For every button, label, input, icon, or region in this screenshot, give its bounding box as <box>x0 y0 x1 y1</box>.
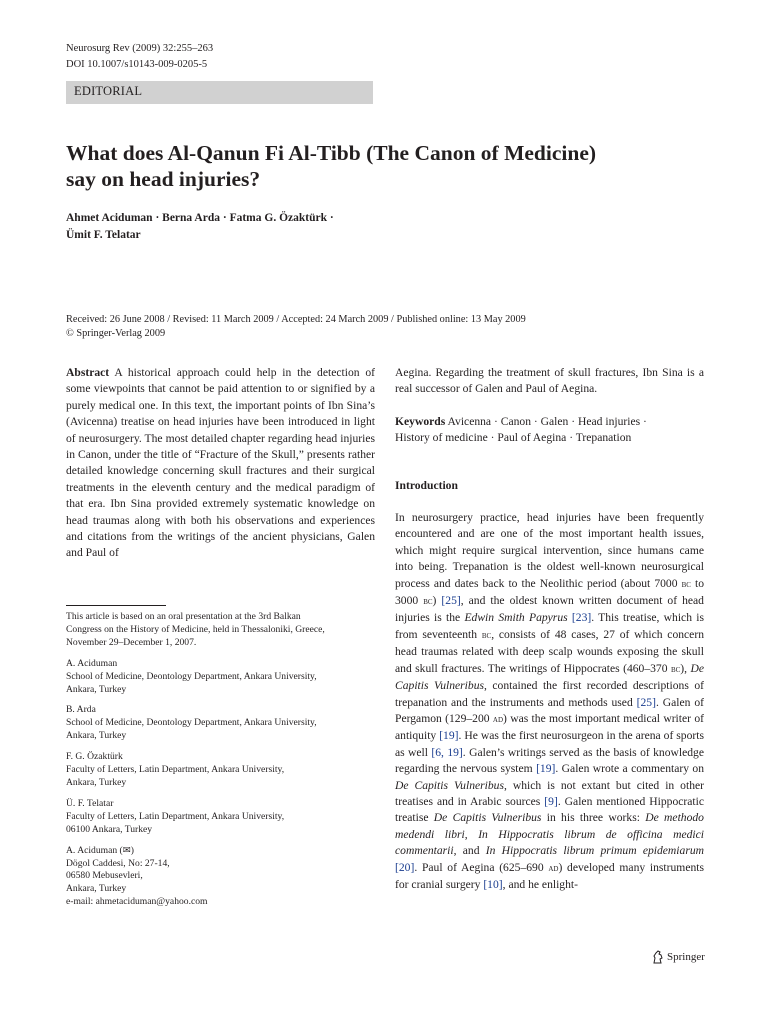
text-run: , and <box>453 844 486 858</box>
affiliation-line: Faculty of Letters, Latin Department, Ankara University, <box>66 764 285 776</box>
text-run: to 3000 <box>395 576 705 608</box>
affiliation-line: Ankara, Turkey <box>66 776 127 788</box>
text-run: . He was the first neurosurgeon in the arena of sports as well <box>395 729 704 759</box>
publisher-logo <box>652 950 705 964</box>
springer-horse-icon <box>652 950 664 964</box>
section-bar <box>66 81 373 104</box>
italic-title: Edwin Smith Papyrus <box>464 611 568 625</box>
affiliation-name: A. Aciduman <box>66 657 118 669</box>
era-label: bc <box>481 629 492 641</box>
affiliation-name: Ü. F. Telatar <box>66 797 114 809</box>
affiliation-aciduman <box>66 658 376 697</box>
note-line: Congress on the History of Medicine, held in Thessaloniki, Greece, <box>66 623 325 635</box>
author-list <box>66 210 706 244</box>
affiliation-name: F. G. Özaktürk <box>66 751 123 763</box>
address-line: 06580 Mebusevleri, <box>66 870 143 882</box>
text-run: in his three works: <box>541 811 646 825</box>
email-link[interactable]: e-mail: ahmetaciduman@yahoo.com <box>66 896 208 908</box>
italic-title: In Hippocratis librum primum epidemiarum <box>485 844 704 858</box>
affiliation-line: Faculty of Letters, Latin Department, Ankara University, <box>66 810 285 822</box>
text-run: ), <box>680 661 691 675</box>
history-dates: Received: 26 June 2008 / Revised: 11 March 2009 / Accepted: 24 March 2009 / Published online: 13 May 2009 <box>66 314 526 325</box>
affiliation-telatar <box>66 798 376 837</box>
citation-link[interactable]: [19] <box>536 762 556 776</box>
title-line-2: say on head injuries? <box>66 167 261 191</box>
address-line: Dögol Caddesi, No: 27-14, <box>66 857 170 869</box>
affiliation-ozakturk <box>66 751 376 790</box>
italic-title: In Hippocratis librum de officina medici commentarii <box>395 827 704 858</box>
abstract-label: Abstract <box>66 366 110 379</box>
citation-link[interactable]: [10] <box>483 877 503 891</box>
text-run: , consists of 48 cases, 27 of which concern head traumas related with deep scalp wounds exposing the skull and skull fractures. The writings of Hippocrates (460–370 <box>395 627 704 675</box>
abstract-paragraph <box>66 365 375 562</box>
text-run: , and the oldest known written document of head injuries is the <box>395 594 704 625</box>
text-run: ) developed many instruments for cranial surgery <box>395 860 704 891</box>
keywords-line-1: Avicenna · Canon · Galen · Head injuries · <box>447 414 647 428</box>
introduction-paragraph <box>395 510 704 893</box>
section-label: EDITORIAL <box>74 84 143 98</box>
text-run: . Galen of Pergamon (129–200 <box>395 695 704 725</box>
publisher-name: Springer <box>667 951 705 963</box>
text-run: , contained the first recorded descriptions of trepanation and the instruments and methods used <box>395 679 704 709</box>
abstract-continuation: Aegina. Regarding the treatment of skull fractures, Ibn Sina is a real successor of Galen and Paul of Aegina. <box>395 366 704 396</box>
text-run: . This treatise, which is from seventeenth <box>395 611 704 641</box>
text-run: , and he enlight- <box>502 877 578 891</box>
right-column <box>395 365 704 893</box>
text-run: . Paul of Aegina (625–690 <box>414 860 549 874</box>
authors-line-1: Ahmet Aciduman · Berna Arda · Fatma G. Özaktürk · <box>66 212 334 224</box>
article-history <box>66 313 706 341</box>
text-run: ) was the most important medical writer of antiquity <box>395 711 704 743</box>
abstract-text: A historical approach could help in the detection of some viewpoints that cannot be paid attention to or signified by a purely medical one. In this text, the important points of Ibn Sina’s (Avicenna) treatise on head injuries have been introduced in light of neurosurgery. The most detailed chapter regarding head injuries in Canon, under the title of “Fracture of the Skull,” presents rather detailed knowledge concerning skull fractures and their surgical treatments in the eleventh century and the medical paradigm of that era. Ibn Sina provided extremely systematic knowledge on head traumas along with both his observations and experiences and citations from the writings of the ancient physicians, Galen and Paul of <box>66 366 375 560</box>
keywords <box>395 414 704 447</box>
affiliation-name: B. Arda <box>66 704 96 716</box>
affiliation-line: Ankara, Turkey <box>66 730 127 742</box>
citation-link[interactable]: [6, 19] <box>431 745 463 759</box>
affiliation-line: School of Medicine, Deontology Department, Ankara University, <box>66 670 317 682</box>
italic-title: De Capitis Vulneribus <box>395 661 704 693</box>
affiliation-line: Ankara, Turkey <box>66 683 127 695</box>
affiliation-line: School of Medicine, Deontology Department, Ankara University, <box>66 717 317 729</box>
italic-title: De Capitis Vulneribus <box>433 811 542 825</box>
article-title <box>66 140 706 192</box>
text-run: . Galen wrote a commentary on <box>555 762 705 776</box>
keywords-label: Keywords <box>395 414 446 428</box>
era-label: ad <box>548 862 559 874</box>
era-label: bc <box>423 596 433 608</box>
text-run: . Galen’s writings served as the basis of knowledge regarding the nervous system <box>395 745 704 776</box>
era-label: bc <box>670 663 681 675</box>
text-run: ) <box>432 594 442 608</box>
spacer <box>395 398 704 414</box>
affiliation-line: 06100 Ankara, Turkey <box>66 823 153 835</box>
note-line: November 29–December 1, 2007. <box>66 636 197 648</box>
copyright: © Springer-Verlag 2009 <box>66 328 166 339</box>
note-line: This article is based on an oral presentation at the 3rd Balkan <box>66 611 301 622</box>
doi[interactable]: DOI 10.1007/s10143-009-0205-5 <box>66 59 208 70</box>
text-run: . Galen mentioned Hippocratic treatise <box>395 794 704 825</box>
abstract <box>66 365 375 562</box>
footnote-rule <box>66 605 166 606</box>
correspondence-name: A. Aciduman (✉) <box>66 844 134 856</box>
journal-citation: Neurosurg Rev (2009) 32:255–263 <box>66 43 214 54</box>
citation-link[interactable]: [25] <box>636 695 656 709</box>
citation-link[interactable]: [20] <box>395 860 415 874</box>
text-run: , <box>464 827 479 841</box>
text-run: , which is not extant but cited in other treatises and in Arabic sources <box>395 778 705 808</box>
era-label: ad <box>492 713 504 725</box>
keywords-line-2: History of medicine · Paul of Aegina · Trepanation <box>395 431 632 445</box>
journal-header <box>66 41 213 73</box>
citation-link[interactable]: [23] <box>571 611 592 625</box>
italic-title: De methodo medendi libri <box>395 811 704 841</box>
spacer <box>395 494 704 510</box>
authors-line-2: Ümit F. Telatar <box>66 229 141 241</box>
era-label: bc <box>681 578 691 590</box>
italic-title: De Capitis Vulneribus <box>395 778 504 792</box>
citation-link[interactable]: [19] <box>439 729 459 743</box>
title-line-1: What does Al-Qanun Fi Al-Tibb (The Canon of Medicine) <box>66 141 597 165</box>
correspondence <box>66 845 376 910</box>
citation-link[interactable]: [9] <box>544 794 558 808</box>
citation-link[interactable]: [25] <box>441 594 461 608</box>
affiliation-arda <box>66 704 376 743</box>
footnotes <box>66 611 376 917</box>
introduction-heading: Introduction <box>395 478 458 492</box>
spacer <box>395 447 704 478</box>
address-line: Ankara, Turkey <box>66 883 127 895</box>
presentation-note <box>66 611 376 650</box>
text-run: In neurosurgery practice, head injuries have been frequently encountered and are one of the most important health issues, which might require surgical intervention, since humans came into being. Trepanation is the oldest well-known neurosurgical process and dates back to the Neolithic period (about 7000 <box>395 511 704 590</box>
